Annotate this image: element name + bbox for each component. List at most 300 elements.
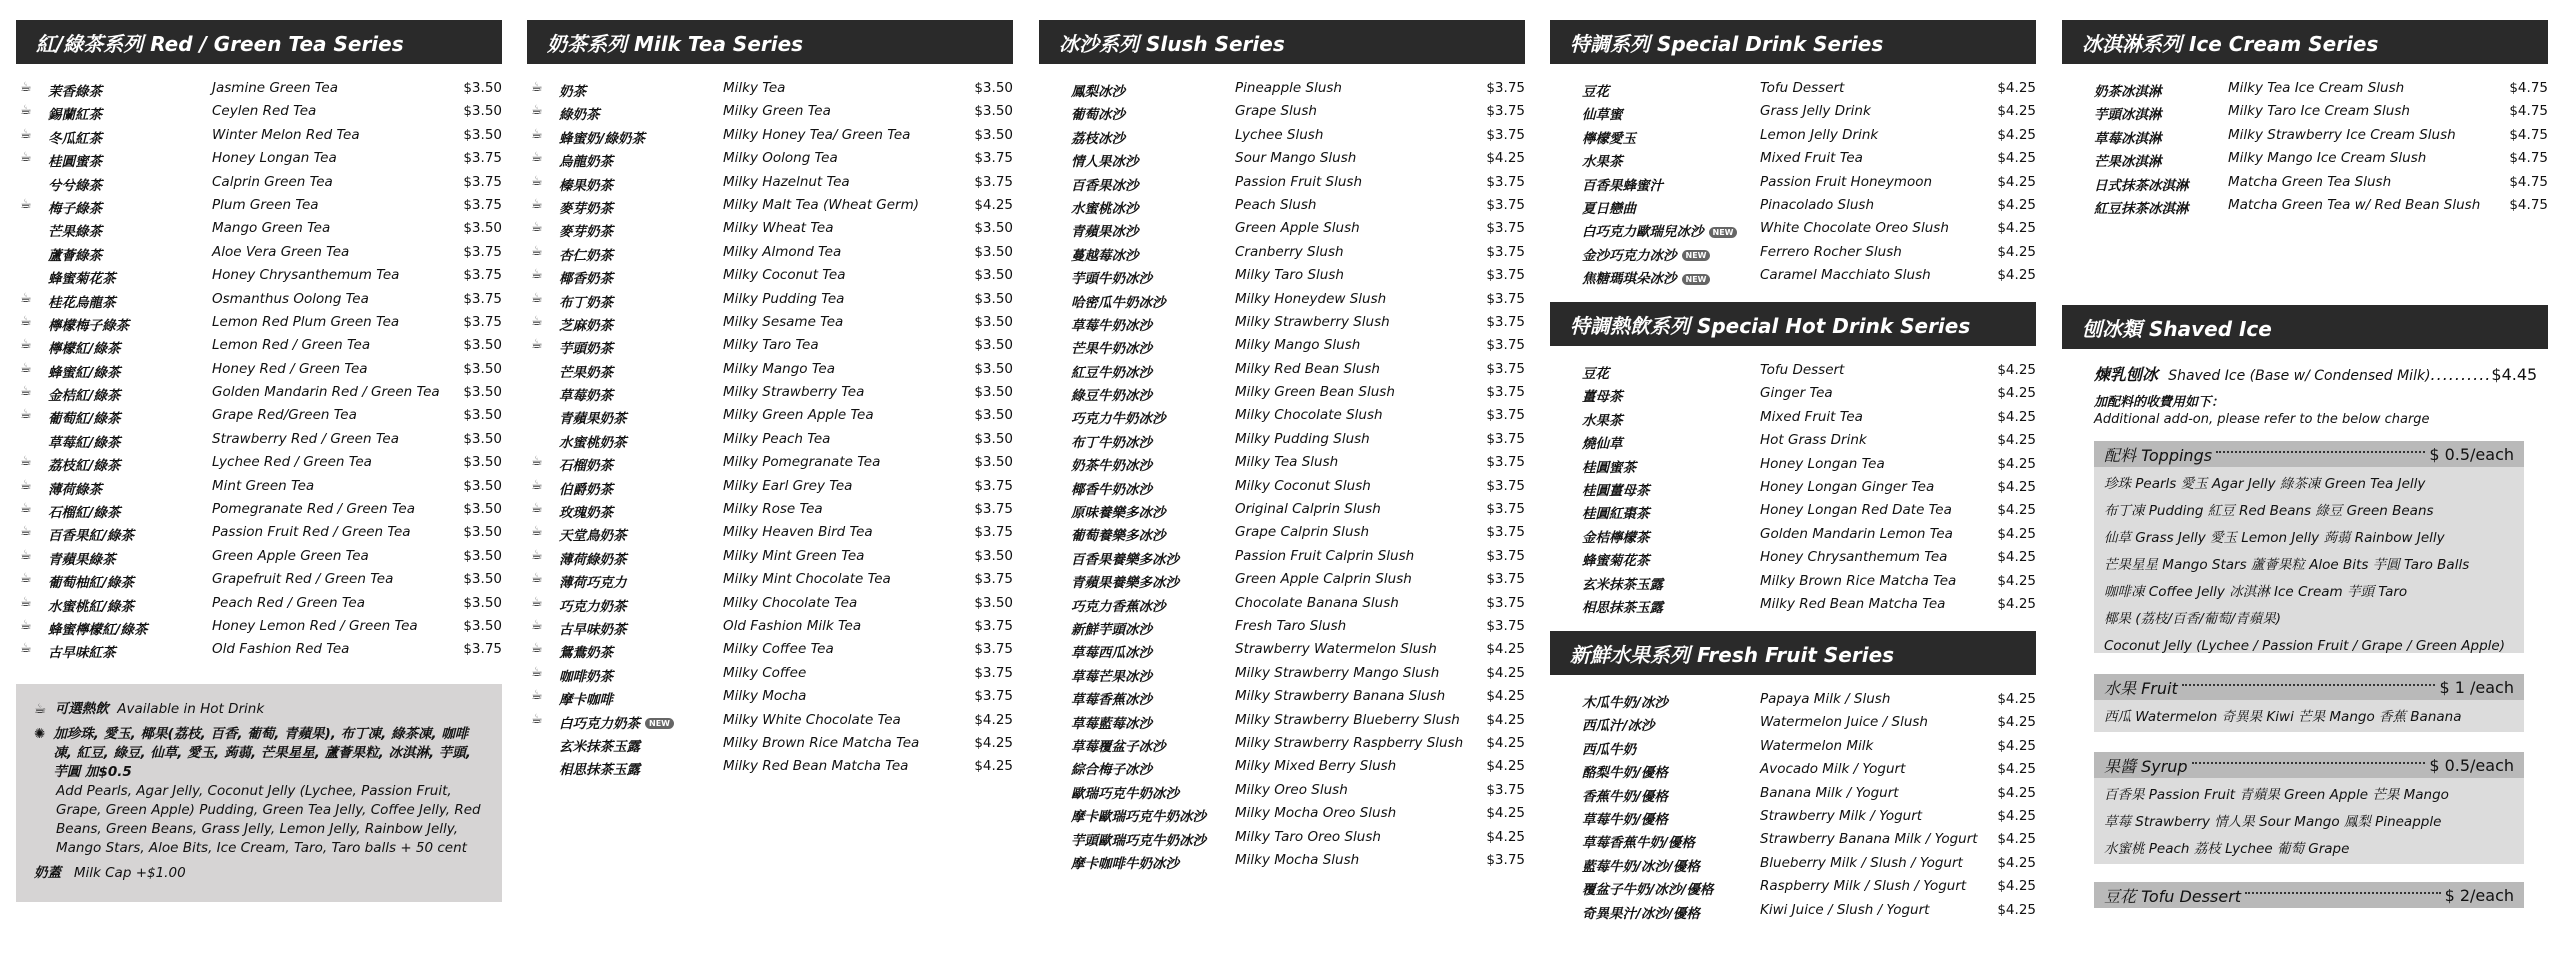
item-name-en: Milky Green Tea — [723, 103, 831, 120]
item-name-en: Jasmine Green Tea — [212, 80, 338, 96]
item-name-zh: 薄荷巧克力 — [559, 575, 627, 592]
menu-item — [16, 335, 502, 358]
item-name-zh: 薄荷綠奶茶 — [559, 551, 627, 568]
item-name-zh: 玫瑰奶茶 — [559, 505, 613, 522]
menu-item — [1550, 524, 2036, 547]
menu-list — [1039, 78, 1525, 873]
item-name-zh: 蔓越莓冰沙 — [1071, 247, 1139, 264]
hot-drink-note: ☕ 可選熱飲 Available in Hot Drink — [34, 701, 265, 717]
menu-item — [527, 312, 1013, 335]
menu-item — [1039, 125, 1525, 148]
menu-item — [16, 499, 502, 522]
item-name-zh: 新鮮芋頭冰沙 — [1071, 621, 1152, 638]
menu-item — [527, 499, 1013, 522]
item-name-en: Milky Strawberry Raspberry Slush — [1235, 734, 1464, 751]
item-name-zh: 芋頭牛奶冰沙 — [1071, 271, 1152, 288]
item-name-zh: 咖啡奶茶 — [559, 668, 613, 685]
menu-item — [2062, 78, 2548, 101]
item-name-en: Grape Slush — [1235, 103, 1317, 120]
item-name-en: Milky Strawberry Banana Slush — [1235, 688, 1446, 705]
item-name-zh: 梅子綠茶 — [48, 200, 102, 217]
item-name-zh: 鳳梨冰沙 — [1071, 84, 1125, 100]
item-price: $4.25 — [1486, 805, 1525, 822]
item-name-en: Milky Tea Slush — [1235, 454, 1339, 471]
item-price: $4.25 — [1486, 150, 1525, 167]
addon-line: 咖啡凍 Coffee Jelly 冰淇淋 Ice Cream 芋頭 Taro — [2104, 584, 2408, 600]
fruit-list — [2094, 700, 2524, 731]
item-price: $3.75 — [463, 290, 502, 307]
item-price: $3.75 — [463, 196, 502, 213]
item-name-en: Blueberry Milk / Slush / Yogurt — [1760, 854, 1963, 871]
section-title: 新鮮水果系列 Fresh Fruit Series — [1550, 631, 2036, 675]
item-name-zh: 桂圓薑母茶 — [1582, 482, 1650, 499]
item-name-en: Milky Strawberry Tea — [723, 384, 865, 401]
item-price: $4.25 — [1997, 103, 2036, 120]
item-name-zh: 草莓冰淇淋 — [2094, 130, 2162, 147]
item-price: $4.25 — [1997, 595, 2036, 612]
item-name-zh: 百香果養樂多冰沙 — [1071, 551, 1179, 568]
item-name-en: Pineapple Slush — [1235, 80, 1342, 96]
item-name-en: Passion Fruit Slush — [1235, 173, 1363, 190]
item-name-zh: 伯爵奶茶 — [559, 481, 613, 498]
item-name-zh: 奶茶牛奶冰沙 — [1071, 458, 1152, 475]
item-name-zh: 桂圓蜜茶 — [1582, 459, 1636, 476]
menu-item — [527, 756, 1013, 779]
section-title: 冰淇淋系列 Ice Cream Series — [2062, 20, 2548, 64]
item-name-en: Milky Mixed Berry Slush — [1235, 758, 1397, 775]
item-name-en: Milky Wheat Tea — [723, 220, 834, 237]
item-name-en: Tofu Dessert — [1760, 80, 1845, 96]
item-price: $3.75 — [463, 313, 502, 330]
item-price: $4.25 — [1997, 243, 2036, 260]
item-price: $4.25 — [1997, 784, 2036, 801]
item-name-en: Winter Melon Red Tea — [212, 126, 360, 143]
item-name-zh: 百香果蜂蜜汁 — [1582, 177, 1663, 194]
menu-item — [1550, 78, 2036, 101]
milk-cap-note: 奶蓋 Milk Cap +$1.00 — [34, 865, 186, 881]
item-price: $4.25 — [1486, 711, 1525, 728]
menu-item — [1039, 827, 1525, 850]
menu-item — [1039, 359, 1525, 382]
item-name-en: Milky Mocha Slush — [1235, 851, 1360, 868]
item-name-en: Milky Mocha — [723, 688, 807, 705]
item-price: $4.25 — [1486, 758, 1525, 775]
item-name-en: Milky Coffee Tea — [723, 641, 834, 658]
item-name-en: Matcha Green Tea Slush — [2228, 173, 2392, 190]
addon-charge-note: 加配料的收費用如下： Additional add-on, please refer to the below charge — [2094, 395, 2430, 427]
menu-item — [1039, 663, 1525, 686]
cup-icon: ☕ — [531, 80, 543, 95]
item-name-zh: 古早味紅茶 — [48, 645, 116, 662]
item-name-zh: 奶茶 — [559, 84, 586, 100]
item-name-zh: 紅豆抹茶冰淇淋 — [2094, 200, 2189, 217]
item-price: $4.25 — [1486, 734, 1525, 751]
menu-item — [1550, 383, 2036, 406]
new-badge: NEW — [1682, 250, 1711, 261]
menu-item — [1039, 639, 1525, 662]
cup-icon: ☕ — [531, 617, 543, 633]
item-name-zh: 青蘋果冰沙 — [1071, 224, 1139, 241]
item-price: $3.75 — [974, 150, 1013, 167]
menu-item — [16, 639, 502, 662]
menu-item — [16, 218, 502, 241]
item-price: $3.50 — [974, 454, 1013, 471]
cup-icon: ☕ — [20, 477, 32, 493]
menu-item — [1550, 265, 2036, 288]
item-name-zh: 草莓西瓜冰沙 — [1071, 645, 1152, 662]
menu-item — [16, 616, 502, 639]
menu-item — [527, 686, 1013, 709]
addon-text: ✺ 加珍珠, 愛玉, 椰果(荔枝, 百香, 葡萄, 青蘋果), 布丁凍, 綠茶凍, 咖啡凍, 紅豆, 綠豆, 仙草, 愛玉, 蒟蒻, 芒果星星, 蘆薈果粒, 冰淇淋, 芋頭, 芋圓 加$0.5 — [34, 726, 471, 780]
menu-item — [1039, 499, 1525, 522]
menu-item — [1550, 125, 2036, 148]
menu-item — [527, 405, 1013, 428]
syrup-box — [2094, 752, 2524, 864]
toppings-box — [2094, 441, 2524, 653]
menu-item — [1039, 382, 1525, 405]
menu-item — [527, 265, 1013, 288]
cup-icon: ☕ — [531, 688, 543, 704]
menu-list — [1550, 78, 2036, 289]
item-name-zh: 水果茶 — [1582, 154, 1623, 171]
item-price: $4.25 — [1997, 80, 2036, 96]
menu-item — [1039, 616, 1525, 639]
menu-item — [16, 312, 502, 335]
item-name-en: Milky Pudding Slush — [1235, 430, 1370, 447]
item-name-zh: 蜂蜜紅/綠茶 — [48, 364, 121, 381]
item-price: $3.50 — [463, 571, 502, 588]
item-price: $4.25 — [1997, 714, 2036, 731]
cup-icon: ☕ — [20, 407, 32, 423]
item-name-en: Milky Green Apple Tea — [723, 407, 874, 424]
item-name-en: Milky White Chocolate Tea — [723, 711, 901, 728]
item-price: $3.50 — [463, 80, 502, 96]
cup-icon: ☕ — [20, 384, 32, 400]
item-price: $3.50 — [463, 547, 502, 564]
item-name-en: Strawberry Red / Green Tea — [212, 430, 399, 447]
addon-line: 椰果 (荔枝/百香/葡萄/青蘋果) — [2104, 611, 2281, 627]
item-price: $4.25 — [1486, 641, 1525, 658]
shaved-ice-main: 煉乳刨冰 Shaved Ice (Base w/ Condensed Milk)..........$4.45 — [2094, 365, 2538, 384]
item-price: $4.25 — [1997, 737, 2036, 754]
menu-item — [1550, 900, 2036, 923]
item-price: $3.75 — [1486, 337, 1525, 354]
menu-item — [2062, 172, 2548, 195]
cup-icon: ☕ — [531, 477, 543, 493]
item-name-en: Milky Taro Oreo Slush — [1235, 828, 1381, 845]
menu-item — [527, 710, 1013, 733]
menu-item — [16, 78, 502, 101]
menu-item — [1039, 756, 1525, 779]
item-price: $4.25 — [974, 711, 1013, 728]
menu-item — [1039, 405, 1525, 428]
item-name-zh: 草莓紅/綠茶 — [48, 434, 121, 451]
item-price: $3.75 — [1486, 781, 1525, 798]
item-name-zh: 水蜜桃冰沙 — [1071, 200, 1139, 217]
item-name-zh: 錫蘭紅茶 — [48, 107, 102, 124]
item-name-zh: 青蘋果奶茶 — [559, 411, 627, 428]
item-name-en: Milky Peach Tea — [723, 430, 831, 447]
item-price: $3.75 — [463, 150, 502, 167]
item-name-en: Strawberry Milk / Yogurt — [1760, 807, 1923, 824]
menu-item — [1550, 689, 2036, 712]
cup-icon: ☕ — [531, 126, 543, 142]
menu-item — [1550, 242, 2036, 265]
item-price: $4.75 — [2509, 196, 2548, 213]
cup-icon: ☕ — [531, 267, 543, 283]
item-name-en: Hot Grass Drink — [1760, 432, 1867, 449]
menu-item — [527, 522, 1013, 545]
menu-item — [1039, 850, 1525, 873]
cup-icon: ☕ — [531, 454, 543, 470]
menu-item — [16, 148, 502, 171]
fruit-box — [2094, 674, 2524, 732]
menu-item — [527, 195, 1013, 218]
item-name-zh: 原味養樂多冰沙 — [1071, 505, 1166, 522]
menu-item — [527, 242, 1013, 265]
item-name-en: Passion Fruit Honeymoon — [1760, 173, 1933, 190]
item-price: $3.75 — [1486, 243, 1525, 260]
menu-item — [1039, 522, 1525, 545]
item-name-en: Honey Longan Tea — [212, 150, 337, 167]
menu-item — [1039, 335, 1525, 358]
item-name-zh: 豆花 — [1582, 366, 1609, 382]
item-price: $3.75 — [1486, 594, 1525, 611]
item-price: $4.25 — [1997, 362, 2036, 378]
item-name-zh: 蜂蜜檸檬紅/綠茶 — [48, 621, 148, 638]
item-price: $3.75 — [1486, 267, 1525, 284]
item-price: $3.50 — [974, 313, 1013, 330]
menu-item — [16, 593, 502, 616]
item-name-en: Mixed Fruit Tea — [1760, 408, 1863, 425]
item-price: $4.75 — [2509, 103, 2548, 120]
item-name-en: Mixed Fruit Tea — [1760, 150, 1863, 167]
item-name-en: Banana Milk / Yogurt — [1760, 784, 1899, 801]
item-name-zh: 金桔檸檬茶 — [1582, 529, 1650, 546]
item-name-en: Milky Oolong Tea — [723, 150, 838, 167]
item-name-zh: 芝麻奶茶 — [559, 317, 613, 334]
item-price: $3.50 — [974, 80, 1013, 96]
menu-item — [1550, 101, 2036, 124]
cup-icon: ☕ — [531, 571, 543, 587]
item-name-zh: 荔枝紅/綠茶 — [48, 458, 121, 475]
menu-item — [1550, 477, 2036, 500]
item-price: $3.75 — [974, 477, 1013, 494]
item-price: $4.25 — [1997, 901, 2036, 918]
menu-item — [2062, 148, 2548, 171]
item-name-zh: 綜合梅子冰沙 — [1071, 762, 1152, 779]
item-name-en: Watermelon Milk — [1760, 737, 1874, 754]
new-badge: NEW — [1709, 227, 1738, 238]
item-name-zh: 芋頭奶茶 — [559, 341, 613, 358]
menu-item — [1550, 806, 2036, 829]
cup-icon: ☕ — [20, 126, 32, 142]
item-price: $3.50 — [463, 384, 502, 401]
item-price: $3.50 — [463, 103, 502, 120]
menu-item — [2062, 125, 2548, 148]
item-name-en: Grape Calprin Slush — [1235, 524, 1370, 541]
item-name-en: Lemon Red / Green Tea — [212, 337, 371, 354]
item-name-en: Milky Hazelnut Tea — [723, 173, 850, 190]
special-drink-section — [1550, 20, 2036, 289]
item-price: $4.75 — [2509, 80, 2548, 96]
item-name-zh: 草莓覆盆子冰沙 — [1071, 738, 1166, 755]
item-name-en: Milky Brown Rice Matcha Tea — [1760, 572, 1957, 589]
menu-item — [527, 663, 1013, 686]
item-name-en: Old Fashion Red Tea — [212, 641, 350, 658]
item-name-zh: 茉香綠茶 — [48, 84, 102, 100]
item-name-zh: 桂花烏龍茶 — [48, 294, 116, 311]
item-name-zh: 奶茶冰淇淋 — [2094, 84, 2162, 100]
item-name-zh: 芒果冰淇淋 — [2094, 154, 2162, 171]
sun-icon: ✺ — [34, 726, 46, 742]
item-price: $3.75 — [1486, 501, 1525, 518]
cup-icon: ☕ — [531, 313, 543, 329]
menu-item — [1550, 430, 2036, 453]
tofu-box — [2094, 882, 2524, 908]
item-name-en: Ceylen Red Tea — [212, 103, 317, 120]
item-name-en: Lychee Red / Green Tea — [212, 454, 372, 471]
toppings-header: 配料 Toppings $ 0.5/each — [2094, 441, 2524, 467]
menu-item — [1039, 172, 1525, 195]
cup-icon: ☕ — [20, 103, 32, 119]
item-name-en: Milky Pudding Tea — [723, 290, 845, 307]
item-price: $3.75 — [1486, 477, 1525, 494]
menu-item — [1039, 265, 1525, 288]
item-name-zh: 白巧克力奶茶 NEW — [559, 712, 674, 732]
item-name-en: Kiwi Juice / Slush / Yogurt — [1760, 901, 1930, 918]
item-price: $3.50 — [974, 594, 1013, 611]
item-price: $3.50 — [974, 407, 1013, 424]
item-price: $3.75 — [1486, 617, 1525, 634]
cup-icon: ☕ — [20, 641, 32, 657]
item-name-zh: 摩卡歐瑞巧克牛奶冰沙 — [1071, 809, 1206, 826]
item-name-en: Green Apple Calprin Slush — [1235, 571, 1412, 588]
item-name-en: Pinacolado Slush — [1760, 196, 1875, 213]
item-name-en: Chocolate Banana Slush — [1235, 594, 1399, 611]
item-price: $4.25 — [974, 758, 1013, 775]
menu-item — [527, 546, 1013, 569]
menu-item — [527, 382, 1013, 405]
item-name-zh: 天堂鳥奶茶 — [559, 528, 627, 545]
item-name-en: Sour Mango Slush — [1235, 150, 1357, 167]
item-price: $3.50 — [463, 430, 502, 447]
item-price: $4.25 — [1997, 572, 2036, 589]
item-name-en: Milky Malt Tea (Wheat Germ) — [723, 196, 920, 213]
item-price: $3.75 — [1486, 547, 1525, 564]
item-name-en: Milky Strawberry Ice Cream Slush — [2228, 126, 2456, 143]
cup-icon: ☕ — [20, 196, 32, 212]
menu-item — [527, 359, 1013, 382]
cup-icon: ☕ — [34, 701, 47, 717]
cup-icon: ☕ — [20, 290, 32, 306]
menu-item — [1550, 783, 2036, 806]
item-name-zh: 草莓奶茶 — [559, 388, 613, 405]
item-name-zh: 香蕉牛奶/優格 — [1582, 788, 1668, 805]
cup-icon: ☕ — [531, 711, 543, 727]
menu-item — [16, 289, 502, 312]
item-name-zh: 古早味奶茶 — [559, 621, 627, 638]
menu-item — [16, 265, 502, 288]
item-name-zh: 巧克力牛奶冰沙 — [1071, 411, 1166, 428]
menu-item — [1550, 454, 2036, 477]
cup-icon: ☕ — [531, 103, 543, 119]
menu-item — [1550, 712, 2036, 735]
item-name-en: Lychee Slush — [1235, 126, 1324, 143]
menu-item — [2062, 195, 2548, 218]
item-price: $3.50 — [974, 430, 1013, 447]
menu-item — [1550, 829, 2036, 852]
menu-item — [1550, 571, 2036, 594]
item-name-zh: 金沙巧克力冰沙 NEW — [1582, 244, 1710, 264]
menu-item — [1550, 594, 2036, 617]
item-name-zh: 石榴紅/綠茶 — [48, 505, 121, 522]
item-name-zh: 綠豆牛奶冰沙 — [1071, 388, 1152, 405]
cup-icon: ☕ — [20, 547, 32, 563]
item-name-en: Lemon Red Plum Green Tea — [212, 313, 400, 330]
item-name-en: Honey Chrysanthemum Tea — [212, 267, 400, 284]
menu-item — [1550, 853, 2036, 876]
item-name-en: Milky Strawberry Mango Slush — [1235, 664, 1440, 681]
item-name-zh: 摩卡咖啡牛奶冰沙 — [1071, 855, 1179, 872]
item-name-en: Milky Coconut Tea — [723, 267, 846, 284]
fruit-header: 水果 Fruit $ 1 /each — [2094, 674, 2524, 700]
menu-item — [1039, 569, 1525, 592]
menu-item — [1550, 547, 2036, 570]
addon-line: 芒果星星 Mango Stars 蘆薈果粒 Aloe Bits 芋圓 Taro Balls — [2104, 557, 2470, 573]
item-name-en: Strawberry Watermelon Slush — [1235, 641, 1437, 658]
item-name-zh: 蜂蜜奶/綠奶茶 — [559, 130, 645, 147]
item-price: $3.75 — [1486, 313, 1525, 330]
item-name-zh: 麥芽奶茶 — [559, 200, 613, 217]
item-name-zh: 檸檬梅子綠茶 — [48, 317, 129, 334]
shaved-ice-section — [2062, 305, 2548, 349]
item-name-zh: 檸檬愛玉 — [1582, 130, 1636, 147]
item-name-zh: 日式抹茶冰淇淋 — [2094, 177, 2189, 194]
item-name-en: Golden Mandarin Red / Green Tea — [212, 384, 440, 401]
item-name-en: Golden Mandarin Lemon Tea — [1760, 525, 1953, 542]
item-name-zh: 草莓芒果冰沙 — [1071, 668, 1152, 685]
menu-item — [1550, 876, 2036, 899]
item-name-en: Ferrero Rocher Slush — [1760, 243, 1902, 260]
item-price: $3.50 — [463, 501, 502, 518]
item-price: $3.50 — [463, 220, 502, 237]
addon-line: 草莓 Strawberry 情人果 Sour Mango 鳳梨 Pineapple — [2104, 814, 2442, 830]
cup-icon: ☕ — [20, 80, 32, 95]
item-price: $3.50 — [463, 617, 502, 634]
item-price: $4.25 — [1997, 831, 2036, 848]
item-price: $3.75 — [1486, 851, 1525, 868]
menu-item — [16, 476, 502, 499]
item-price: $4.25 — [1997, 126, 2036, 143]
cup-icon: ☕ — [531, 243, 543, 259]
menu-item — [1039, 148, 1525, 171]
item-name-en: Tofu Dessert — [1760, 362, 1845, 378]
cup-icon: ☕ — [531, 290, 543, 306]
cup-icon: ☕ — [531, 220, 543, 236]
item-price: $3.50 — [974, 126, 1013, 143]
cup-icon: ☕ — [531, 641, 543, 657]
item-name-en: Honey Chrysanthemum Tea — [1760, 549, 1948, 566]
item-price: $3.50 — [974, 103, 1013, 120]
tofu-header: 豆花 Tofu Dessert $ 2/each — [2094, 882, 2524, 908]
menu-item — [1039, 195, 1525, 218]
item-name-en: Grape Red/Green Tea — [212, 407, 357, 424]
item-name-en: Grapefruit Red / Green Tea — [212, 571, 394, 588]
item-price: $3.75 — [463, 267, 502, 284]
item-price: $4.25 — [974, 734, 1013, 751]
item-name-zh: 西瓜汁/冰沙 — [1582, 718, 1655, 735]
